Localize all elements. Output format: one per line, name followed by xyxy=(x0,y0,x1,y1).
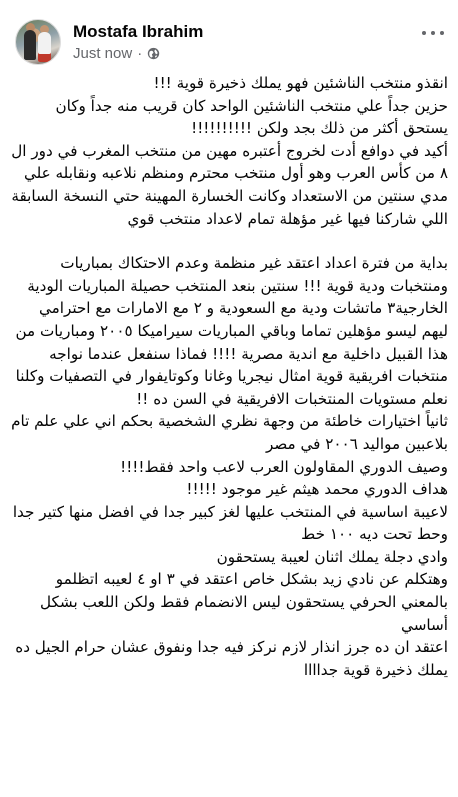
author-name[interactable]: Mostafa Ibrahim xyxy=(73,21,204,41)
avatar[interactable] xyxy=(15,19,61,65)
post-timestamp[interactable]: Just now xyxy=(73,44,133,62)
post-subline xyxy=(73,44,203,64)
more-dot xyxy=(422,31,426,35)
separator-dot: · xyxy=(137,44,143,62)
more-dot xyxy=(431,31,435,35)
avatar-photo-figure xyxy=(24,30,36,60)
post-body xyxy=(8,72,448,681)
paragraph-gap xyxy=(8,230,448,252)
globe-icon[interactable] xyxy=(147,47,160,60)
post-header xyxy=(15,18,203,66)
avatar-photo-figure xyxy=(38,32,51,62)
more-dot xyxy=(440,31,444,35)
post-paragraph: انقذو منتخب الناشئين فهو يملك ذخيرة قوية !!! حزين جداً علي منتخب الناشئين الواحد كان قريب منه جداً وكان يستحق أكثر من ذلك بجد ولكن !!!!!!!!!! أكيد في دوافع أدت لخروج أعتبره مهين من منتخب المغرب في دور ال ٨ من كأس العرب وهو أول منتخب محترم ومنظم نلاعبه ونقابله علي مدي سنتين من الاستعداد وكانت الخسارة المهينة حتي النسخة السابقة اللي شاركنا فيها غير مؤهلة تمام لاعداد منتخب قوي xyxy=(11,74,448,228)
more-options-icon[interactable] xyxy=(422,26,444,40)
post-paragraph: بداية من فترة اعداد اعتقد غير منظمة وعدم الاحتكاك بمباريات ومنتخبات ودية قوية !!! سنتين بنعد المنتخب حصيلة المباريات الودية الخارجية٣ ماتشات ودية مع السعودية و ٢ مع الامارات مع احترامي ليهم ليسو مؤهلين تماما وباقي المباريات سيراميكا ٢٠٠٥ ومباريات من هذا القبيل داخلية مع اندية مصرية !!!! فماذا سنفعل عندما نواجه منتخبات افريقية قوية امثال نيجريا وغانا وكوتايفوار في التصفيات وكلنا نعلم مستويات المنتخبات الافريقية في السن ده !! ثانياً اختيارات خاطئة من وجهة نظري الشخصية بحكم اني علي علم تام بلاعبين مواليد ٢٠٠٦ في مصر وصيف الدوري المقاولون العرب لاعب واحد فقط!!!! هداف الدوري محمد هيثم غير موجود !!!!! لاعيبة اساسية في المنتخب عليها لغز كبير جدا في افضل منها كتير جدا وحط تحت ديه ١٠٠ خط وادي دجلة يملك اثنان لعيبة يستحقون وهتكلم عن نادي زيد بشكل خاص اعتقد في ٣ او ٤ لعيبه اتظلمو بالمعني الحرفي يستحقون ليس الانضمام فقط ولكن اللعب بشكل أساسي اعتقد ان ده جرز انذار لازم نركز فيه جدا ونفوق عشان حرام الجيل ده يملك ذخيرة قوية جداااا xyxy=(11,254,448,679)
post-meta xyxy=(73,21,203,64)
